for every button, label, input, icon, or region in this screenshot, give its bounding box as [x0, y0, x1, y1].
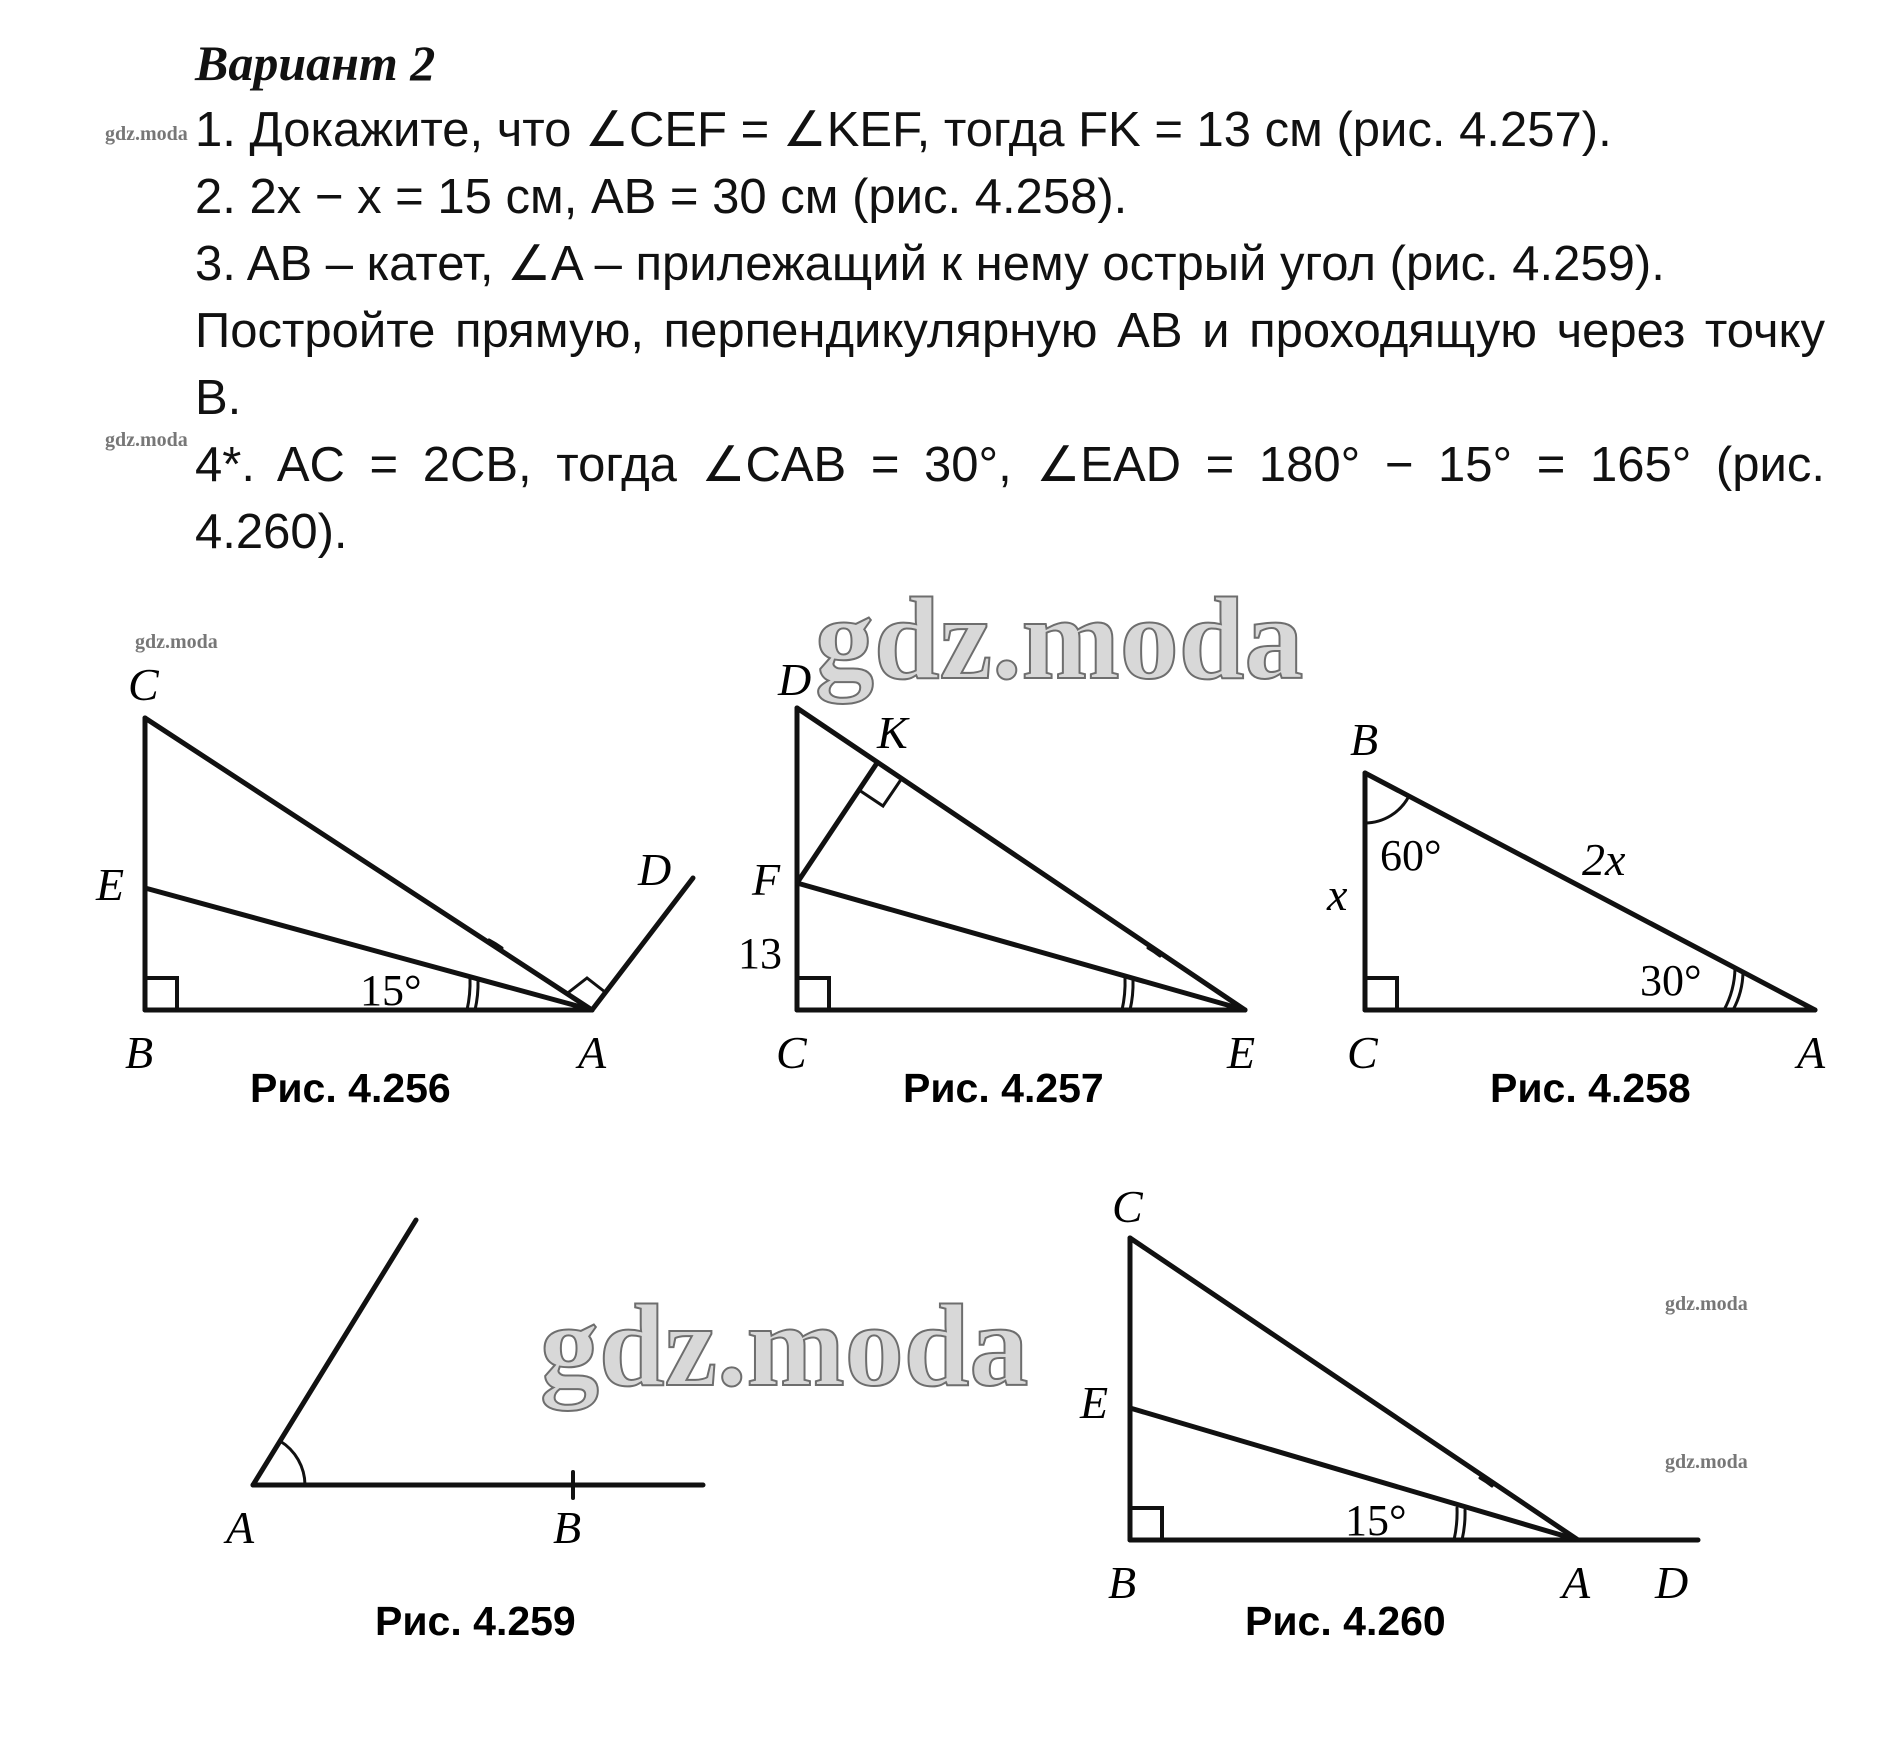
- answer-4: 4*. AC = 2CB, тогда ∠CAB = 30°, ∠EAD = 180° − 15° = 165° (рис. 4.260).: [195, 438, 1825, 559]
- fig256-angle-label: 15°: [360, 966, 422, 1015]
- fig257-caption: Рис. 4.257: [903, 1065, 1104, 1111]
- fig259-label-a: A: [226, 1502, 255, 1553]
- fig260-label-a: A: [1562, 1557, 1591, 1608]
- fig258-label-c: C: [1347, 1027, 1378, 1078]
- fig257-label-e: E: [1227, 1027, 1256, 1078]
- watermark-big-top: gdz.moda: [815, 573, 1304, 704]
- watermark-big-middle: gdz.moda: [540, 1280, 1029, 1411]
- fig258-angle-b: 60°: [1380, 831, 1442, 880]
- fig258-label-b: B: [1350, 714, 1379, 765]
- fig256-label-a: A: [578, 1027, 607, 1078]
- fig259-label-b: B: [553, 1502, 582, 1553]
- variant-heading: Вариант 2: [195, 35, 436, 91]
- watermark-small-3: gdz.moda: [135, 631, 218, 653]
- fig258-angle-a: 30°: [1640, 956, 1702, 1005]
- fig257-segment-label: 13: [738, 929, 782, 978]
- fig258-caption: Рис. 4.258: [1490, 1065, 1691, 1111]
- fig256-label-b: B: [125, 1027, 154, 1078]
- answer-1: 1. Докажите, что ∠CEF = ∠KEF, тогда FK = 13 см (рис. 4.257).: [195, 103, 1612, 157]
- figure-4-260: [1130, 1238, 1698, 1540]
- fig256-label-c: C: [128, 659, 159, 710]
- fig260-caption: Рис. 4.260: [1245, 1598, 1446, 1644]
- fig257-label-k: K: [877, 707, 908, 758]
- fig260-label-e: E: [1080, 1377, 1109, 1428]
- fig260-angle-label: 15°: [1345, 1496, 1407, 1545]
- fig260-label-d: D: [1655, 1557, 1689, 1608]
- answer-3: 3. AB – катет, ∠A – прилежащий к нему острый угол (рис. 4.259).: [195, 237, 1665, 291]
- figure-4-257: [797, 708, 1245, 1010]
- fig260-label-b: B: [1108, 1557, 1137, 1608]
- fig256-label-e: E: [96, 859, 125, 910]
- fig259-caption: Рис. 4.259: [375, 1598, 576, 1644]
- watermark-small-5: gdz.moda: [1665, 1451, 1748, 1473]
- fig260-label-c: C: [1112, 1181, 1143, 1232]
- fig258-label-a: A: [1797, 1027, 1826, 1078]
- figure-4-258: [1365, 773, 1815, 1010]
- answer-3-construction: Постройте прямую, перпендикулярную AB и проходящую через точку B.: [195, 304, 1825, 425]
- fig258-side-2x: 2x: [1582, 834, 1626, 885]
- watermark-small-1: gdz.moda: [105, 123, 188, 145]
- answer-2: 2. 2x − x = 15 см, AB = 30 см (рис. 4.258).: [195, 170, 1128, 224]
- fig256-label-d: D: [638, 844, 672, 895]
- fig257-label-d: D: [778, 654, 812, 705]
- fig256-caption: Рис. 4.256: [250, 1065, 451, 1111]
- fig257-label-c: C: [776, 1027, 807, 1078]
- fig258-side-x: x: [1327, 869, 1348, 920]
- watermark-small-2: gdz.moda: [105, 429, 188, 451]
- watermark-small-4: gdz.moda: [1665, 1293, 1748, 1315]
- fig257-label-f: F: [752, 854, 781, 905]
